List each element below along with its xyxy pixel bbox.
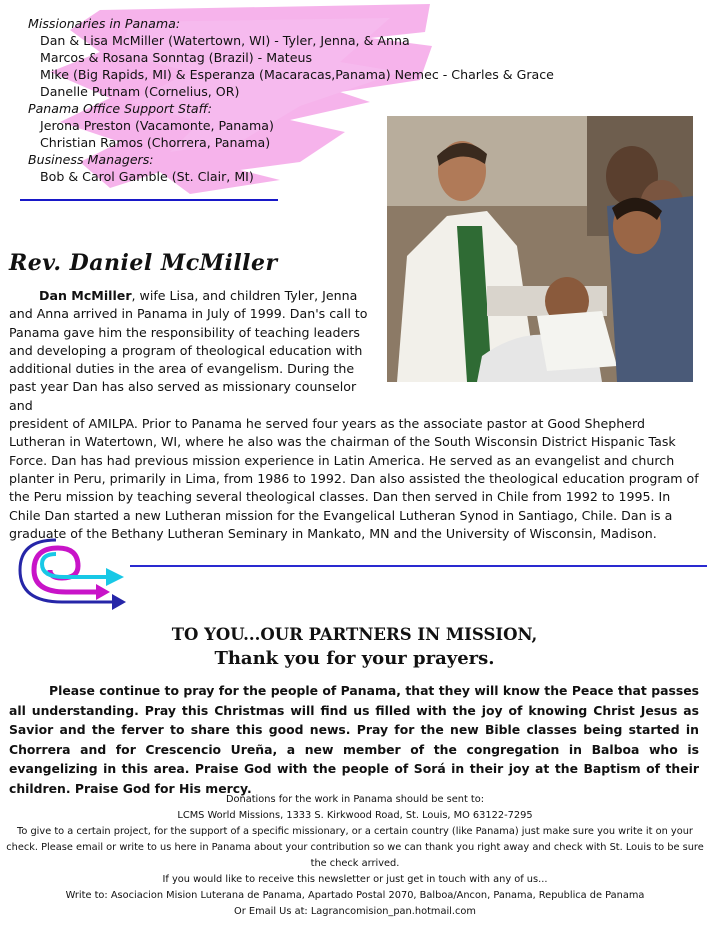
rev-name-title: Rev. Daniel McMiller: [9, 250, 278, 276]
headline-line1: TO YOU...OUR PARTNERS IN MISSION,: [171, 625, 538, 644]
mailing-address: LCMS World Missions, 1333 S. Kirkwood Road, St. Louis, MO 63122-7295: [177, 810, 533, 821]
staff-name: Dan & Lisa McMiller (Watertown, WI) - Tyler, Jenna, & Anna: [40, 33, 410, 48]
donation-footer: [4, 792, 706, 920]
staff-name: Marcos & Rosana Sonntag (Brazil) - Mateus: [40, 50, 313, 65]
partners-headline: [0, 623, 709, 671]
bio-lead-text: , wife Lisa, and children Tyler, Jenna and Anna arrived in Panama in July of 1999. Dan's call to Panama gave him the responsibility of teaching leaders and developing a program of theological education with additional duties in the area of evangelism. During the past year Dan has also served as missionary counselor and: [9, 288, 368, 413]
headline-line2: Thank you for your prayers.: [214, 648, 495, 669]
swirl-arrow-icon: [6, 532, 136, 612]
bio-lead: [9, 287, 369, 415]
staff-name: Bob & Carol Gamble (St. Clair, MI): [40, 169, 254, 184]
missionaries-heading: Missionaries in Panama:: [28, 16, 181, 31]
donations-line: Donations for the work in Panama should be sent to:: [225, 794, 485, 805]
staff-name: Jerona Preston (Vacamonte, Panama): [40, 118, 274, 133]
write-to-address: Write to: Asociacion Mision Luterana de Panama, Apartado Postal 2070, Balboa/Ancon, Panama, Republica de Panama: [65, 890, 645, 901]
section-divider-rule: [130, 565, 707, 567]
prayer-requests: [9, 681, 699, 799]
staff-name: Danelle Putnam (Cornelius, OR): [40, 84, 240, 99]
bio-rest: president of AMILPA. Prior to Panama he served four years as the associate pastor at Good Shepherd Lutheran in Watertown, WI, where he also was the chairman of the South Wisconsin District Hispanic Task Force. Dan has had previous mission experience in Latin America. He served as an evangelist and church planter in Peru, primarily in Lima, from 1986 to 1992. Dan also assisted the theological education program of the Peru mission by teaching several theological classes. Dan then served in Chile from 1992 to 1995. In Chile Dan started a new Lutheran mission for the Evangelical Lutheran Synod in Santiago, Chile. Dan is a graduate of the Bethany Lutheran Seminary in Mankato, MN and the University of Wisconsin, Madison.: [9, 416, 699, 541]
newsletter-line: If you would like to receive this newsletter or just get in touch with any of us...: [162, 874, 548, 885]
bio-name: Dan McMiller: [39, 288, 132, 303]
business-managers-heading: Business Managers:: [28, 152, 154, 167]
email-line: Or Email Us at: Lagrancomision_pan.hotmail.com: [234, 906, 476, 917]
prayer-text: Please continue to pray for the people of Panama, that they will know the Peace that passes all understanding. Pray this Christmas will find us filled with the joy of knowing Christ Jesus as Savior and the ferver to share this good news. Pray for the new Bible classes being started in Chorrera and for Crescencio Ureña, a new member of the congregation in Balboa who is evangelizing in this area. Praise God with the people of Sorá in their joy at the Baptism of their children. Praise God for His mercy.: [9, 683, 699, 796]
staff-name: Christian Ramos (Chorrera, Panama): [40, 135, 271, 150]
staff-name: Mike (Big Rapids, MI) & Esperanza (Macaracas,Panama) Nemec - Charles & Grace: [40, 67, 554, 82]
donation-instructions: To give to a certain project, for the support of a specific missionary, or a certain country (like Panama) just make sure you write it on your check. Please email or write to us here in Panama about your contribution so we can thank you right away and check with St. Louis to be sure the check arrived.: [6, 826, 704, 869]
office-staff-heading: Panama Office Support Staff:: [28, 101, 212, 116]
biography: [9, 287, 699, 543]
divider-rule: [20, 199, 278, 201]
